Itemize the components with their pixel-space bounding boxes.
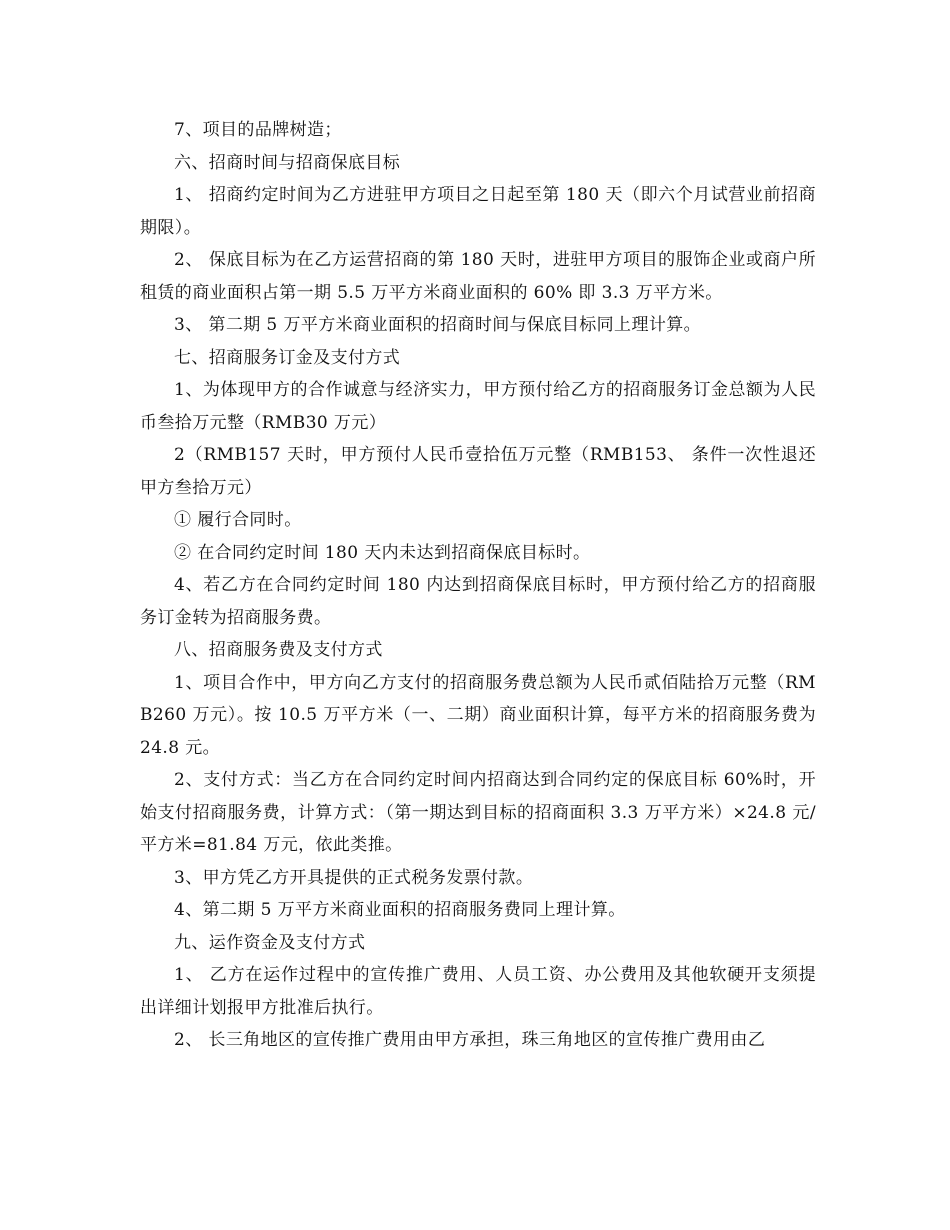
clause-6-1: 1、 招商约定时间为乙方进驻甲方项目之日起至第 180 天（即六个月试营业前招商期限）。 <box>140 185 816 238</box>
condition-item-1: ① 履行合同时。 <box>174 510 302 530</box>
clause-8-2: 2、支付方式：当乙方在合同约定时间内招商达到合同约定的保底目标 60%时，开始支付招商服务费，计算方式：（第一期达到目标的招商面积 3.3 万平方米）×24.8 元/平方米=81.84 万元，依此类推。 <box>140 770 816 855</box>
section-heading-9: 九、运作资金及支付方式 <box>174 932 366 953</box>
section-heading-8: 八、招商服务费及支付方式 <box>174 640 383 660</box>
clause-7-4: 4、若乙方在合同约定时间 180 内达到招商保底目标时，甲方预付给乙方的招商服务订金转为招商服务费。 <box>140 575 816 628</box>
clause-9-2: 2、 长三角地区的宣传推广费用由甲方承担，珠三角地区的宣传推广费用由乙 <box>174 1030 766 1050</box>
section-heading-6: 六、招商时间与招商保底目标 <box>174 152 401 173</box>
list-item-brand-building: 7、项目的品牌树造； <box>174 120 342 140</box>
clause-6-2: 2、 保底目标为在乙方运营招商的第 180 天时，进驻甲方项目的服饰企业或商户所租赁的商业面积占第一期 5.5 万平方米商业面积的 60% 即 3.3 万平方米。 <box>140 250 816 303</box>
clause-7-1: 1、为体现甲方的合作诚意与经济实力，甲方预付给乙方的招商服务订金总额为人民币叁拾万元整（RMB30 万元） <box>140 380 816 433</box>
clause-8-1: 1、项目合作中，甲方向乙方支付的招商服务费总额为人民币贰佰陆拾万元整（RMB260 万元）。按 10.5 万平方米（一、二期）商业面积计算，每平方米的招商服务费为 24.8 元。 <box>140 672 816 758</box>
condition-item-2: ② 在合同约定时间 180 天内未达到招商保底目标时。 <box>174 542 591 563</box>
clause-9-1: 1、 乙方在运作过程中的宣传推广费用、人员工资、办公费用及其他软硬开支须提出详细计划报甲方批准后执行。 <box>140 965 816 1018</box>
document-body <box>140 114 816 1057</box>
clause-8-4: 4、第二期 5 万平方米商业面积的招商服务费同上理计算。 <box>174 900 626 920</box>
clause-8-3: 3、甲方凭乙方开具提供的正式税务发票付款。 <box>174 867 534 888</box>
section-heading-7: 七、招商服务订金及支付方式 <box>174 347 401 368</box>
clause-7-2: 2（RMB157 天时，甲方预付人民币壹拾伍万元整（RMB153、 条件一次性退还甲方叁拾万元） <box>140 445 816 498</box>
clause-6-3: 3、 第二期 5 万平方米商业面积的招商时间与保底目标同上理计算。 <box>174 315 702 335</box>
